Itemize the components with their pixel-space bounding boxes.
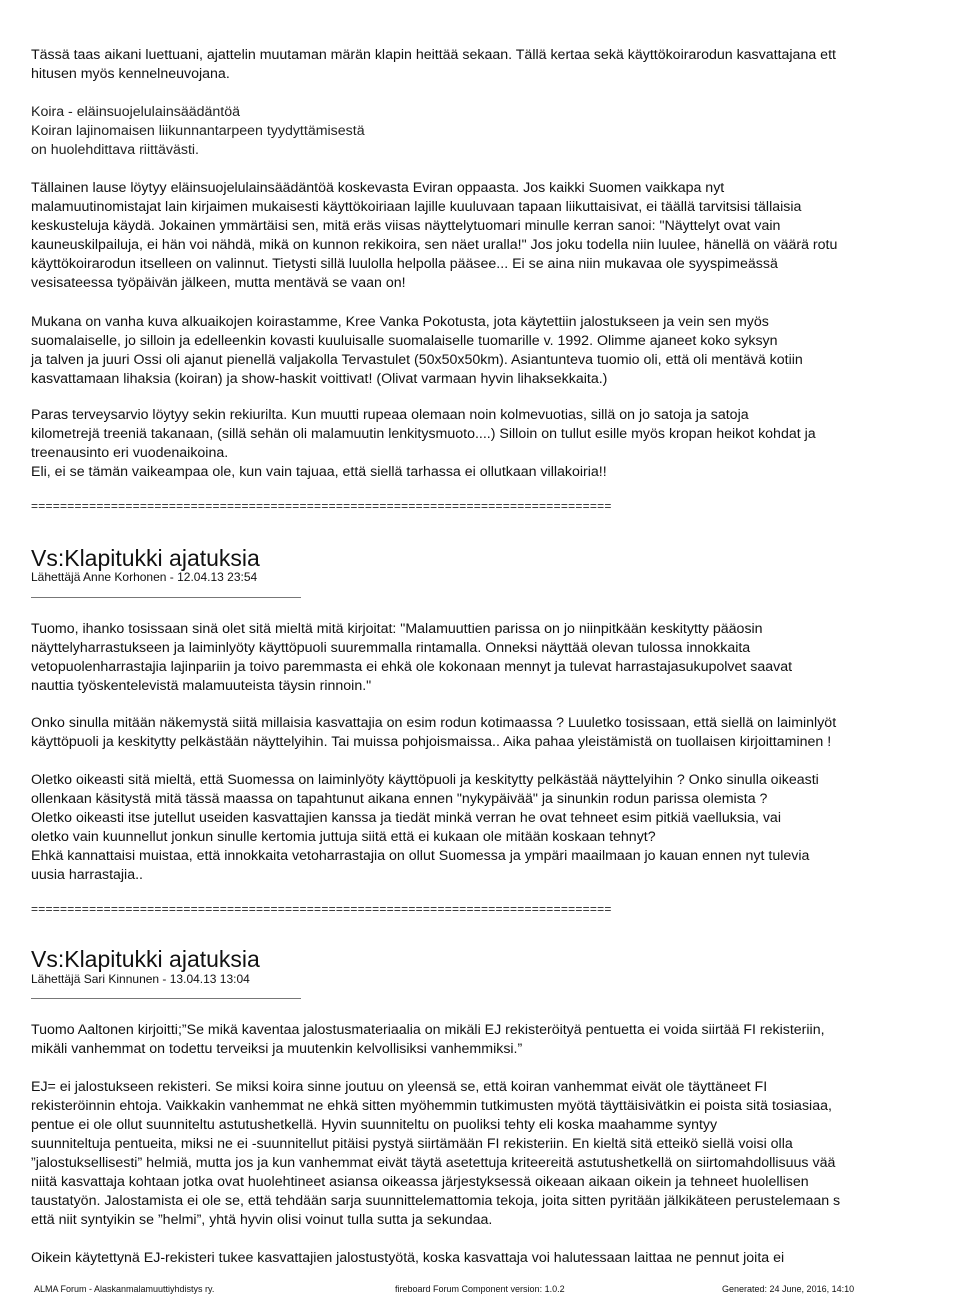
text-line: kilometrejä treeniä takanaan, (sillä sehän oli malamuutin lenkitysmuoto....) Silloin on tullut esille myös kropan heikot kohdat ja xyxy=(31,426,816,442)
text-line: mikäli vanhemmat on todettu terveiksi ja muutenkin kelvollisiksi vanhemmiksi.” xyxy=(31,1041,523,1057)
paragraph-health xyxy=(31,406,816,482)
text-line: Koira - eläinsuojelulainsäädäntöä xyxy=(31,104,241,120)
post-divider xyxy=(31,597,301,598)
paragraph-evira xyxy=(31,179,837,293)
text-line: on huolehdittava riittävästi. xyxy=(31,142,199,158)
post-divider xyxy=(31,998,301,999)
text-line: suunniteltuja pentueita, miksi ne ei -suunnitellut pitäisi pystyä siirtämään FI rekisteriin. En kieltä sitä etteikö siellä voisi olla xyxy=(31,1136,793,1152)
text-line: pentue ei ole ollut suunniteltu astutushetkellä. Hyvin suunniteltu on puoliksi tehty eli koska maahamme syntyy xyxy=(31,1117,718,1133)
post-title: Vs:Klapitukki ajatuksia xyxy=(31,946,260,972)
law-quote xyxy=(31,103,365,160)
text-line: suomalaiselle, jo silloin ja edelleenkin kovasti kuuluisalle suomalaiselle tuomarille v. 1992. Olimme ajaneet koko syksyn xyxy=(31,333,778,349)
post-separator: ================================================================================ xyxy=(31,499,612,513)
post-meta: Lähettäjä Sari Kinnunen - 13.04.13 13:04 xyxy=(31,972,250,986)
text-line: Oletko oikeasti sitä mieltä, että Suomessa on laiminlyöty käyttöpuoli ja keskitytty pelkästää näyttelyihin ? Onko sinulla oikeasti xyxy=(31,772,819,788)
text-line: hitusen myös kennelneuvojana. xyxy=(31,66,230,82)
text-line: Tuomo Aaltonen kirjoitti;”Se mikä kaventaa jalostusmateriaalia on mikäli EJ rekisteröityä pentuetta ei voida siirtää FI rekisteriin, xyxy=(31,1022,825,1038)
text-line: Tässä taas aikani luettuani, ajattelin muutaman märän klapin heittää sekaan. Tällä kertaa sekä käyttökoirarodun kasvattajana ett xyxy=(31,47,836,63)
paragraph-old-photo xyxy=(31,313,803,389)
text-line: kauneuskilpailuja, ei hän voi nähdä, mikä on kunnon rekikoira, sen näet uralla!" Jos joku todella niin luulee, hänellä on väärä rotu xyxy=(31,237,838,253)
text-line: ja talven ja juuri Ossi oli ajanut pienellä valjakolla Tervastulet (50x50x50km). Asiantunteva tuomio oli, että oli mentävä kotiin xyxy=(31,352,803,368)
post-paragraph xyxy=(31,620,792,696)
text-line: oletko vain kuunnellut jonkun sinulle kertomia juttuja siitä että ei kukaan ole mitään koskaan tehnyt? xyxy=(31,829,656,845)
text-line: vesisateessa työpäivän jälkeen, mutta mentävä se vaan on! xyxy=(31,275,406,291)
post-paragraph xyxy=(31,1078,840,1230)
intro-paragraph xyxy=(31,46,836,84)
text-line: ”jalostuksellisesti” helmiä, mutta jos ja kun vanhemmat eivät täytä asetettuja kriteereitä astutushetkellä on siirtomahdollisuus vää xyxy=(31,1155,836,1171)
post-meta: Lähettäjä Anne Korhonen - 12.04.13 23:54 xyxy=(31,570,258,584)
footer-site-name: ALMA Forum - Alaskanmalamuuttiyhdistys ry. xyxy=(34,1284,215,1294)
text-line: Eli, ei se tämän vaikeampaa ole, kun vain tajuaa, että siellä tarhassa ei ollutkaan villakoiria!! xyxy=(31,464,607,480)
text-line: vetopuolenharrastajia lajinpariin ja toivo paremmasta ei ehkä ole kokonaan mennyt ja tulevat harrastajasukupolvet saavat xyxy=(31,659,793,675)
text-line: Oikein käytettynä EJ-rekisteri tukee kasvattajien jalostustyötä, koska kasvattaja voi halutessaan laittaa ne pennut joita ei xyxy=(31,1250,785,1266)
text-line: käyttökoirarodun itselleen on valinnut. Tietysti sillä luulolla helpolla pääsee... Ei se aina niin mukavaa ole syyspimeässä xyxy=(31,256,778,272)
text-line: niitä kasvattaja kohtaan jotka ovat huolehtineet asiansa oikeassa järjestyksessä oikeaan aikaan oikein ja tehneet huolellisen xyxy=(31,1174,809,1190)
text-line: keskusteluja käydä. Jokainen ymmärtäisi sen, mitä eräs viisas näyttelytuomari minulle kerran sanoi: "Näyttelyt ovat vain xyxy=(31,218,781,234)
post-paragraph xyxy=(31,1021,825,1059)
text-line: malamuutinomistajat lain kirjaimen mukaisesti käyttökoiriaan lajille kuuluvaan tapaan liikuttaisivat, ei täällä tarvitsisi tällaisia xyxy=(31,199,802,215)
text-line: ollenkaan käsitystä mitä tässä maassa on tapahtunut aikana ennen "nykypäivää" ja sinunkin rodun parissa olemista ? xyxy=(31,791,768,807)
post-paragraph xyxy=(31,714,836,752)
text-line: että niit syntyikin se ”helmi”, yhtä hyvin olisi voinut tulla sutta ja sekundaa. xyxy=(31,1212,493,1228)
text-line: nauttia työskentelevistä malamuuteista täysin rinnoin." xyxy=(31,678,372,694)
text-line: Onko sinulla mitään näkemystä siitä millaisia kasvattajia on esim rodun kotimaassa ? Luuletko tosissaan, että siellä on laiminlyöt xyxy=(31,715,837,731)
text-line: EJ= ei jalostukseen rekisteri. Se miksi koira sinne joutuu on yleensä se, että koiran vanhemmat eivät ole täyttäneet FI xyxy=(31,1079,768,1095)
text-line: taustatyön. Jalostamista ei ole se, että tehdään sarja suunnittelemattomia tekoja, joita sitten pyritään jälkikäteen perustelemaan s xyxy=(31,1193,841,1209)
text-line: Ehkä kannattaisi muistaa, että innokkaita vetoharrastajia on ollut Suomessa ja ympäri maailmaan jo kauan ennen nyt tulevia xyxy=(31,848,810,864)
text-line: käyttöpuoli ja keskitytty pelkästään näyttelyihin. Tai muissa pohjoismaissa.. Aika pahaa yleistämistä on tuollaisen kirjoittaminen ! xyxy=(31,734,832,750)
post-separator: ================================================================================ xyxy=(31,902,612,916)
text-line: kasvattamaan lihaksia (koiran) ja show-haskit voittivat! (Olivat varmaan hyvin lihaksekkaita.) xyxy=(31,371,608,387)
post-paragraph xyxy=(31,771,819,885)
text-line: rekisteröinnin ehtoja. Vaikkakin vanhemmat ne ehkä sitten myöhemmin tutkimusten myötä täyttäisivätkin ei poista sitä tosiasiaa, xyxy=(31,1098,832,1114)
text-line: Mukana on vanha kuva alkuaikojen koirastamme, Kree Vanka Pokotusta, jota käytettiin jalostukseen ja vein sen myös xyxy=(31,314,769,330)
text-line: Tuomo, ihanko tosissaan sinä olet sitä mieltä mitä kirjoitat: "Malamuuttien parissa on jo niinpitkään keskitytty pääosin xyxy=(31,621,763,637)
text-line: treenausinto eri vuodenaikoina. xyxy=(31,445,229,461)
post-paragraph xyxy=(31,1249,784,1268)
text-line: uusia harrastajia.. xyxy=(31,867,143,883)
text-line: Paras terveysarvio löytyy sekin rekiurilta. Kun muutti rupeaa olemaan noin kolmevuotias, sillä on jo satoja ja satoja xyxy=(31,407,749,423)
post-title: Vs:Klapitukki ajatuksia xyxy=(31,545,260,571)
footer-generated-date: Generated: 24 June, 2016, 14:10 xyxy=(722,1284,855,1294)
footer-component-version: fireboard Forum Component version: 1.0.2 xyxy=(395,1284,565,1294)
text-line: Oletko oikeasti itse jutellut useiden kasvattajien kanssa ja tiedät minkä verran he ovat tehneet esim pitkiä vaelluksia, vai xyxy=(31,810,781,826)
text-line: näyttelyharrastukseen ja laiminlyöty käyttöpuoli suuremmalla rintamalla. Onneksi näyttää olevan tulossa innokkaita xyxy=(31,640,751,656)
text-line: Koiran lajinomaisen liikunnantarpeen tyydyttämisestä xyxy=(31,123,365,139)
text-line: Tällainen lause löytyy eläinsuojelulainsäädäntöä koskevasta Eviran oppaasta. Jos kaikki Suomen vaikkapa nyt xyxy=(31,180,725,196)
